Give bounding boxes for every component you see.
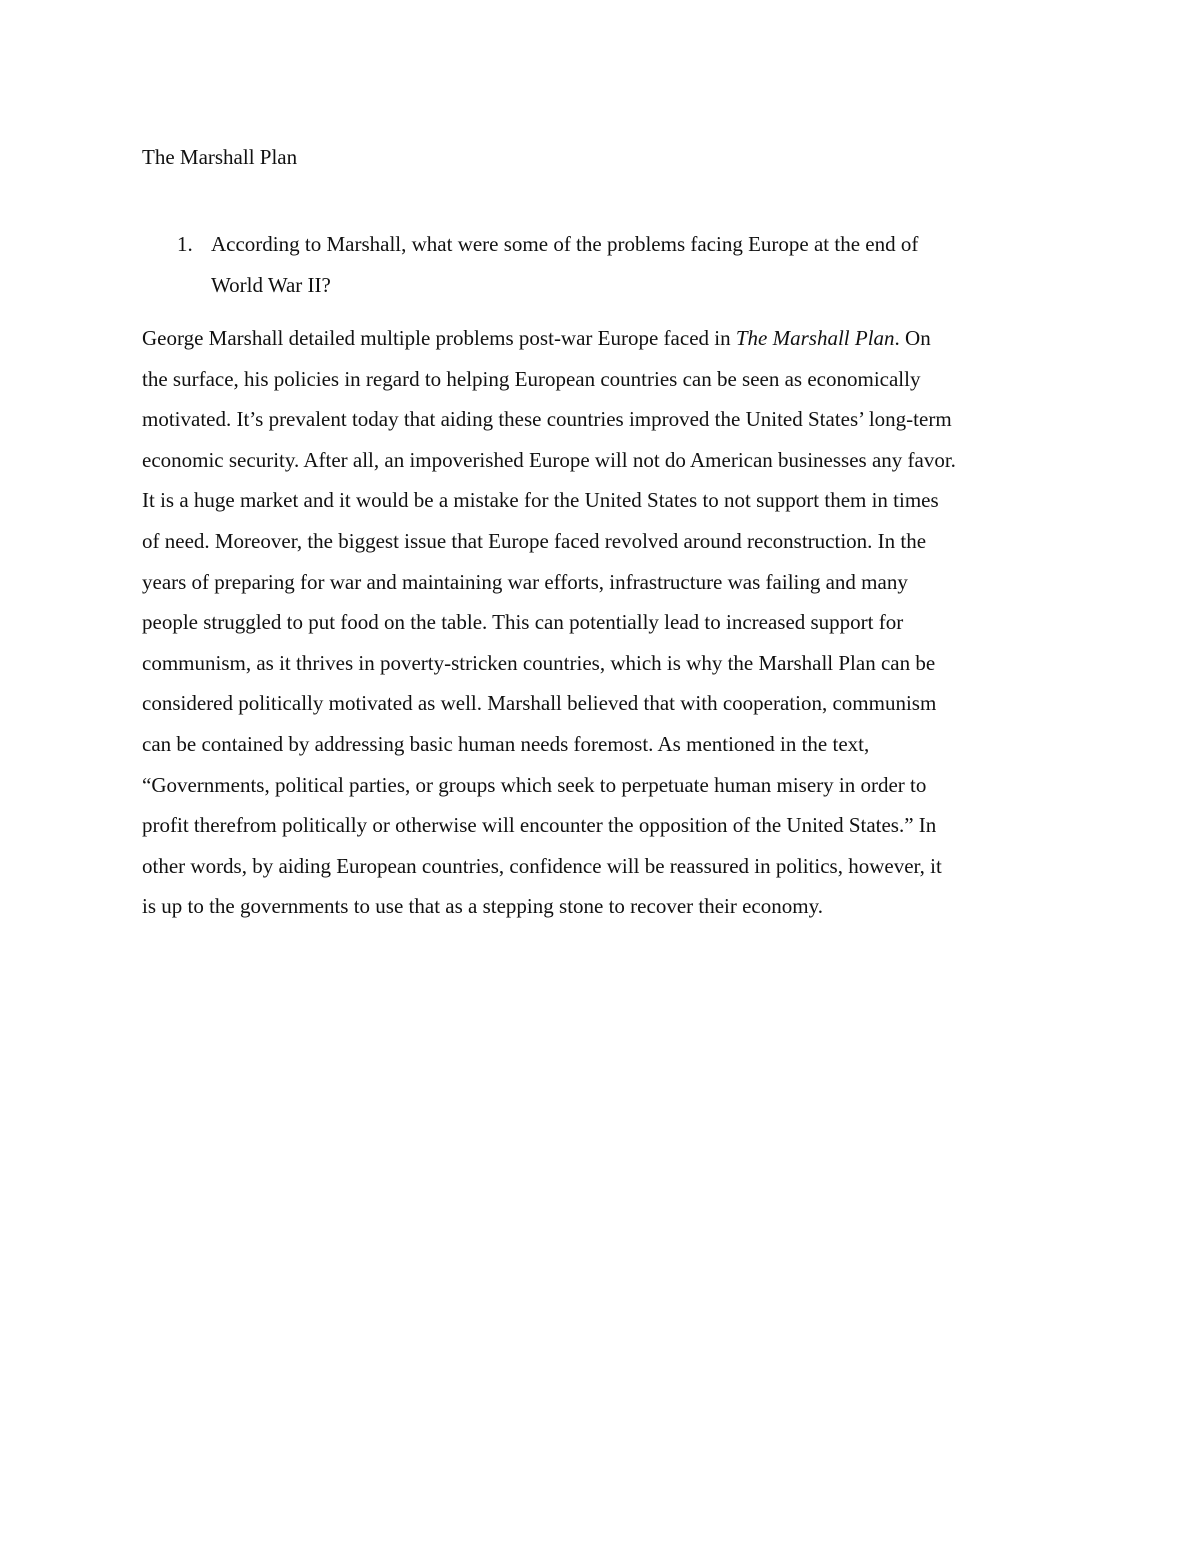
answer-line [142,318,1072,359]
document-title: The Marshall Plan [142,145,298,169]
answer-text: years of preparing for war and maintaining war efforts, infrastructure was failing and many [142,569,908,594]
answer-line [142,805,1072,846]
answer-text: George Marshall detailed multiple problems post-war Europe faced in [142,326,736,350]
answer-line [142,480,1072,521]
answer-text: It is a huge market and it would be a mistake for the United States to not support them in times [142,488,939,513]
answer-line [142,359,1072,400]
answer-line [142,765,1072,806]
answer-line [142,683,1072,724]
answer-italic-title: The Marshall Plan [735,326,895,350]
answer-text: other words, by aiding European countries, confidence will be reassured in politics, however, it [142,853,942,878]
question-text-line-2: World War II? [211,272,331,297]
answer-line [142,521,1072,562]
answer-text: considered politically motivated as well. Marshall believed that with cooperation, communism [142,691,937,716]
answer-line [142,643,1072,684]
answer-text: “Governments, political parties, or groups which seek to perpetuate human misery in order to [142,772,927,797]
answer-text: can be contained by addressing basic human needs foremost. As mentioned in the text, [142,731,870,756]
answer-line [142,562,1072,603]
answer-paragraph [142,318,1072,927]
answer-text: is up to the governments to use that as a stepping stone to recover their economy. [142,894,823,919]
answer-line [142,886,1072,927]
answer-line [142,440,1072,481]
answer-text: . On [894,326,931,350]
answer-line [142,399,1072,440]
answer-text: profit therefrom politically or otherwise will encounter the opposition of the United States.” In [142,813,937,838]
question-number: 1. [177,232,193,256]
question-text-line-1: According to Marshall, what were some of the problems facing Europe at the end of [211,232,919,256]
answer-text: of need. Moreover, the biggest issue that Europe faced revolved around reconstruction. In the [142,528,927,553]
answer-text: economic security. After all, an impoverished Europe will not do American businesses any favor. [142,447,956,472]
answer-line [142,724,1072,765]
answer-line [142,846,1072,887]
answer-text: communism, as it thrives in poverty-stricken countries, which is why the Marshall Plan can be [142,650,936,675]
answer-line [142,602,1072,643]
answer-text: people struggled to put food on the table. This can potentially lead to increased support for [142,610,904,635]
answer-text: motivated. It’s prevalent today that aiding these countries improved the United States’ long-term [142,407,952,432]
answer-text: the surface, his policies in regard to helping European countries can be seen as economically [142,366,921,391]
